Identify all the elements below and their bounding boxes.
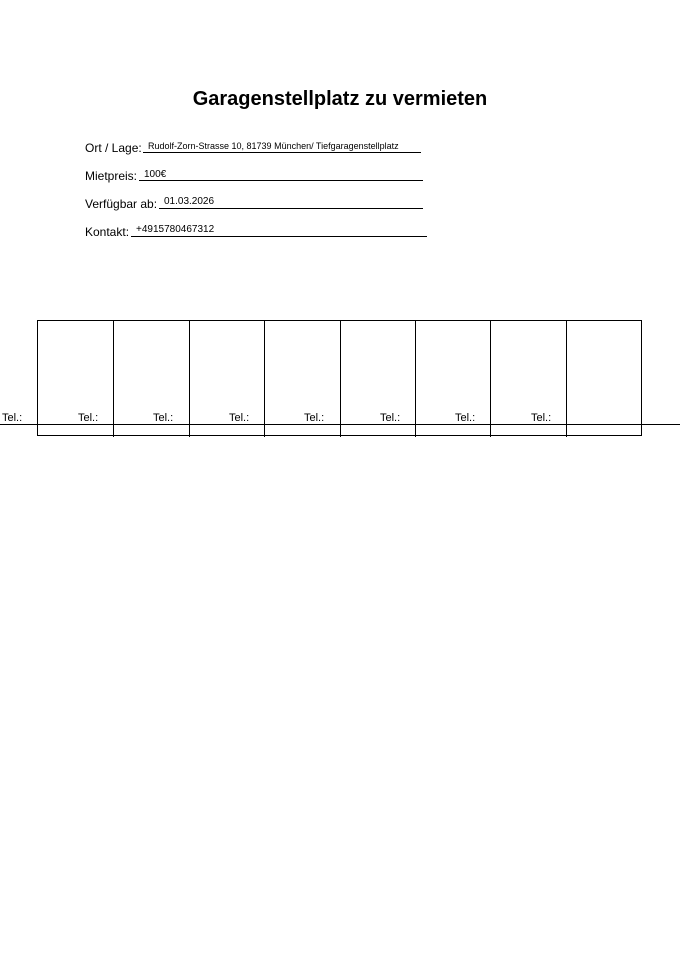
tearoff-tab-tel[interactable]: Tel.: — [78, 412, 99, 424]
mietpreis-line — [139, 180, 423, 181]
tearoff-tab-tel[interactable]: Tel.: — [304, 412, 325, 424]
verfuegbar-label: Verfügbar ab: — [85, 197, 158, 211]
kontakt-value: +4915780467312 — [136, 224, 215, 235]
mietpreis-value: 100€ — [144, 169, 167, 180]
ort-lage-line — [143, 152, 421, 153]
tearoff-divider — [340, 320, 341, 437]
tearoff-tab-tel[interactable]: Tel.: — [531, 412, 552, 424]
tearoff-divider — [415, 320, 416, 437]
tearoff-divider — [189, 320, 190, 437]
tearoff-tab-tel[interactable]: Tel.: — [380, 412, 401, 424]
tearoff-divider — [264, 320, 265, 437]
kontakt-line — [131, 236, 427, 237]
tel-label: Tel.: — [2, 412, 23, 424]
tearoff-tab-tel[interactable]: Tel.: — [153, 412, 174, 424]
page-title: Garagenstellplatz zu vermieten — [192, 88, 488, 110]
kontakt-label: Kontakt: — [85, 225, 130, 239]
verfuegbar-value: 01.03.2026 — [164, 196, 215, 207]
tearoff-divider — [113, 320, 114, 437]
tearoff-divider — [490, 320, 491, 437]
mietpreis-label: Mietpreis: — [85, 169, 138, 183]
ort-lage-label: Ort / Lage: — [85, 141, 142, 155]
tearoff-divider — [566, 320, 567, 437]
tearoff-tab-tel[interactable]: Tel.: — [455, 412, 476, 424]
tearoff-tab-tel[interactable]: Tel.: — [229, 412, 250, 424]
verfuegbar-line — [159, 208, 423, 209]
ort-lage-value: Rudolf-Zorn-Strasse 10, 81739 München/ Tiefgaragenstellplatz — [148, 141, 399, 151]
